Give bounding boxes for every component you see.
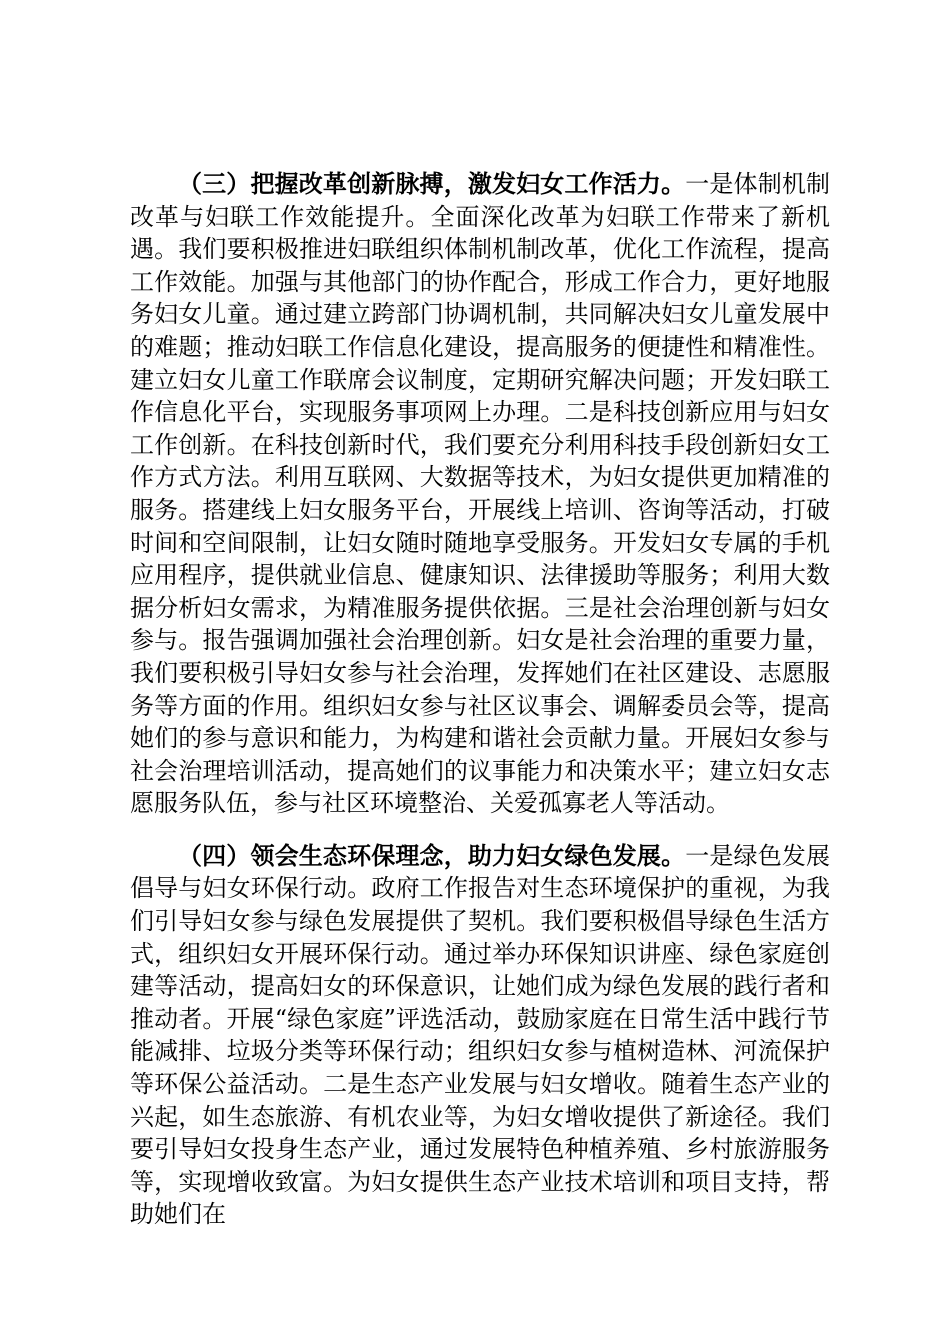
paragraph-body: 一是体制机制改革与妇联工作效能提升。全面深化改革为妇联工作带来了新机遇。我们要积极推进妇联组织体制机制改革，优化工作流程，提高工作效能。加强与其他部门的协作配合，形成工作合力，更好地服务妇女儿童。通过建立跨部门协调机制，共同解决妇女儿童发展中的难题；推动妇联工作信息化建设，提高服务的便捷性和精准性。建立妇女儿童工作联席会议制度，定期研究解决问题；开发妇联工作信息化平台，实现服务事项网上办理。二是科技创新应用与妇女工作创新。在科技创新时代，我们要充分利用科技手段创新妇女工作方式方法。利用互联网、大数据等技术，为妇女提供更加精准的服务。搭建线上妇女服务平台，开展线上培训、咨询等活动，打破时间和空间限制，让妇女随时随地享受服务。开发妇女专属的手机应用程序，提供就业信息、健康知识、法律援助等服务；利用大数据分析妇女需求，为精准服务提供依据。三是社会治理创新与妇女参与。报告强调加强社会治理创新。妇女是社会治理的重要力量，我们要积极引导妇女参与社会治理，发挥她们在社区建设、志愿服务等方面的作用。组织妇女参与社区议事会、调解委员会等，提高她们的参与意识和能力，为构建和谐社会贡献力量。开展妇女参与社会治理培训活动，提高她们的议事能力和决策水平；建立妇女志愿服务队伍，参与社区环境整治、关爱孤寡老人等活动。 — [130, 170, 831, 818]
paragraph-heading: （四）领会生态环保理念，助力妇女绿色发展。 — [178, 841, 686, 870]
paragraph-heading: （三）把握改革创新脉搏，激发妇女工作活力。 — [178, 170, 686, 198]
document-page — [130, 168, 830, 1231]
paragraph-ecology-green-development — [130, 840, 830, 1231]
paragraph-reform-innovation — [130, 168, 830, 820]
paragraph-body: 一是绿色发展倡导与妇女环保行动。政府工作报告对生态环境保护的重视，为我们引导妇女参与绿色发展提供了契机。我们要积极倡导绿色生活方式，组织妇女开展环保行动。通过举办环保知识讲座、绿色家庭创建等活动，提高妇女的环保意识，让她们成为绿色发展的践行者和推动者。开展“绿色家庭”评选活动，鼓励家庭在日常生活中践行节能减排、垃圾分类等环保行动；组织妇女参与植树造林、河流保护等环保公益活动。二是生态产业发展与妇女增收。随着生态产业的兴起，如生态旅游、有机农业等，为妇女增收提供了新途径。我们要引导妇女投身生态产业，通过发展特色种植养殖、乡村旅游服务等，实现增收致富。为妇女提供生态产业技术培训和项目支持，帮助她们在 — [130, 841, 831, 1229]
